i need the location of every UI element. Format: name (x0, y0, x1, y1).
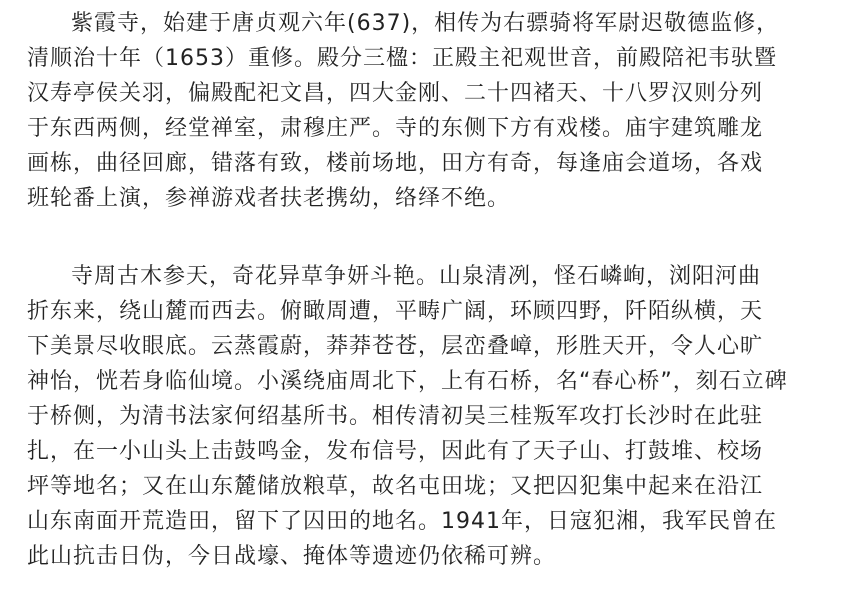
paragraph-2-line: 神怡，恍若身临仙境。小溪绕庙周北下，上有石桥，名“春心桥”，刻石立碑 (27, 369, 788, 394)
paragraph-2-line: 下美景尽收眼底。云蒸霞蔚，莽莽苍苍，层峦叠嶂，形胜天开，令人心旷 (27, 334, 764, 359)
paragraph-1-line: 画栋，曲径回廊，错落有致，楼前场地，田方有奇，每逢庙会道场，各戏 (27, 151, 764, 176)
paragraph-1 (27, 6, 827, 216)
paragraph-2-line: 山东南面开荒造田，留下了囚田的地名。1941年，日寇犯湘，我军民曾在 (27, 509, 777, 534)
paragraph-2-line: 此山抗击日伪，今日战壕、掩体等遗迹仍依稀可辨。 (27, 544, 557, 569)
paragraph-2-line: 扎，在一小山头上击鼓鸣金，发布信号，因此有了天子山、打鼓堆、校场 (27, 439, 764, 464)
article-body (27, 0, 827, 574)
paragraph-2 (27, 259, 827, 574)
paragraph-1-line: 紫霞寺，始建于唐贞观六年(637)，相传为右骠骑将军尉迟敬德监修， (71, 11, 780, 36)
paragraph-1-line: 班轮番上演，参禅游戏者扶老携幼，络绎不绝。 (27, 186, 511, 211)
paragraph-2-line: 寺周古木参天，奇花异草争妍斗艳。山泉清冽，怪石嶙峋，浏阳河曲 (71, 264, 762, 289)
paragraph-2-line: 坪等地名；又在山东麓储放粮草，故名屯田垅；又把囚犯集中起来在沿江 (27, 474, 764, 499)
paragraph-1-line: 汉寿亭侯关羽，偏殿配祀文昌，四大金刚、二十四褚天、十八罗汉则分列 (27, 81, 764, 106)
paragraph-1-line: 于东西两侧，经堂禅室，肃穆庄严。寺的东侧下方有戏楼。庙宇建筑雕龙 (27, 116, 764, 141)
paragraph-2-line: 于桥侧，为清书法家何绍基所书。相传清初吴三桂叛军攻打长沙时在此驻 (27, 404, 764, 429)
paragraph-1-line: 清顺治十年（1653）重修。殿分三楹：正殿主祀观世音，前殿陪祀韦驮暨 (27, 46, 777, 71)
paragraph-2-line: 折东来，绕山麓而西去。俯瞰周遭，平畴广阔，环顾四野，阡陌纵横，天 (27, 299, 764, 324)
